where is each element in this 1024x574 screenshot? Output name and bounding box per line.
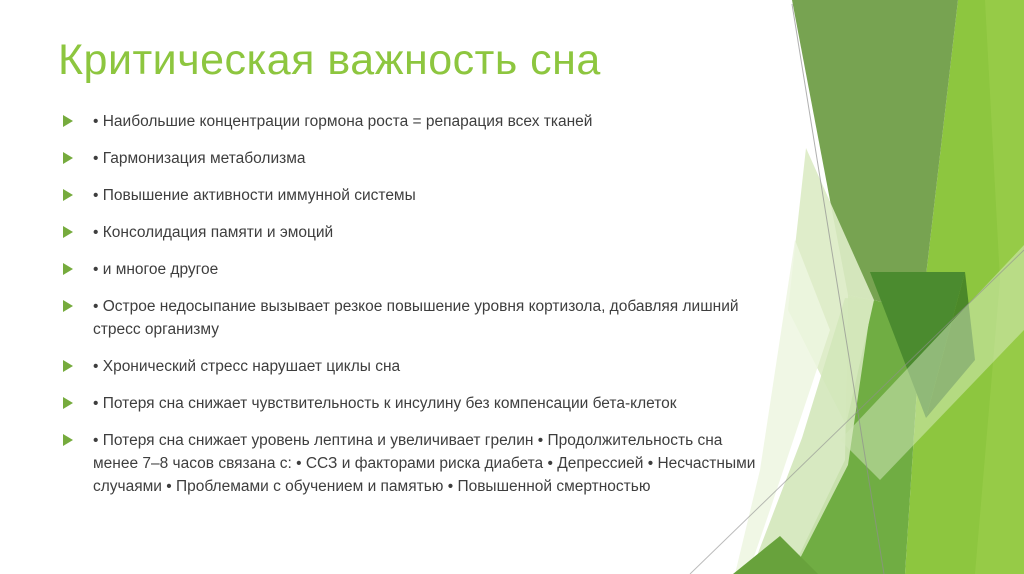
bullet-text: • Наибольшие концентрации гормона роста = репарация всех тканей (93, 113, 593, 130)
triangle-right-icon (63, 360, 73, 372)
bullet-list (63, 110, 763, 512)
triangle-right-icon (63, 263, 73, 275)
list-item (63, 355, 763, 378)
list-item (63, 110, 763, 133)
bullet-text: • Гармонизация метаболизма (93, 150, 306, 167)
list-item (63, 147, 763, 170)
list-item (63, 221, 763, 244)
triangle-right-icon (63, 189, 73, 201)
triangle-right-icon (63, 434, 73, 446)
triangle-right-icon (63, 115, 73, 127)
triangle-right-icon (63, 397, 73, 409)
list-item (63, 392, 763, 415)
triangle-right-icon (63, 152, 73, 164)
list-item (63, 295, 763, 341)
list-item (63, 258, 763, 281)
bullet-text: • и многое другое (93, 261, 219, 278)
triangle-right-icon (63, 300, 73, 312)
slide-title: Критическая важность сна (58, 36, 601, 84)
bullet-text: • Потеря сна снижает чувствительность к инсулину без компенсации бета-клеток (93, 395, 677, 412)
triangle-right-icon (63, 226, 73, 238)
list-item (63, 429, 763, 498)
bullet-text: • Повышение активности иммунной системы (93, 187, 416, 204)
bullet-text: • Острое недосыпание вызывает резкое повышение уровня кортизола, добавляя лишний стресс организму (93, 298, 739, 338)
list-item (63, 184, 763, 207)
bullet-text: • Хронический стресс нарушает циклы сна (93, 358, 401, 375)
bullet-text: • Консолидация памяти и эмоций (93, 224, 334, 241)
bullet-text: • Потеря сна снижает уровень лептина и увеличивает грелин • Продолжительность сна менее 7–8 часов связана с: • ССЗ и факторами риска диабета • Депрессией • Несчастными случаями • Проблемами с обучением и памятью • Повышенной смертностью (93, 432, 756, 495)
